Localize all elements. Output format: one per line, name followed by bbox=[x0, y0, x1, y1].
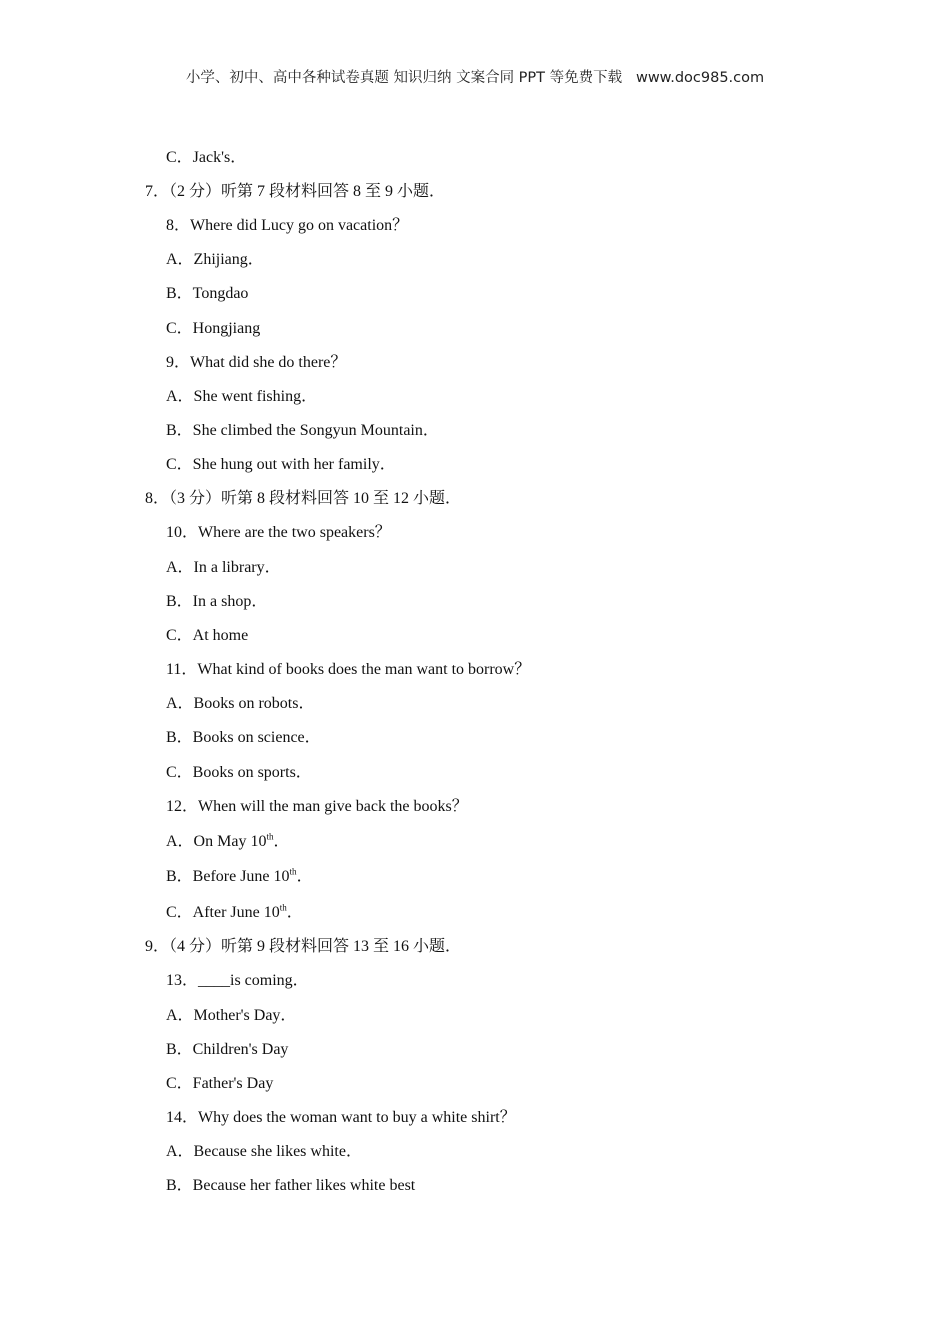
option-b: B．Because her father likes white best bbox=[166, 1177, 416, 1194]
option-c: C．At home bbox=[166, 627, 249, 644]
option-punctuation: ． bbox=[296, 868, 313, 885]
option-b: B．Books on science． bbox=[166, 729, 321, 746]
option-b bbox=[166, 867, 313, 887]
option-c: C．Books on sports． bbox=[166, 764, 312, 781]
site-header-banner: 小学、初中、高中各种试卷真题 知识归纳 文案合同 PPT 等免费下载 www.doc985.com bbox=[185, 70, 765, 86]
question-14: 14．Why does the woman want to buy a white shirt？ bbox=[166, 1109, 516, 1126]
option-c: C．Hongjiang bbox=[166, 320, 261, 337]
option-a: A．Because she likes white． bbox=[166, 1143, 362, 1160]
question-9: 9．What did she do there？ bbox=[166, 354, 347, 371]
question-12: 12．When will the man give back the books？ bbox=[166, 798, 468, 815]
option-text: C．After June 10 bbox=[166, 904, 280, 921]
option-c: C．Father's Day bbox=[166, 1075, 274, 1092]
option-c: C．Jack's． bbox=[166, 149, 247, 166]
question-8: 8．Where did Lucy go on vacation？ bbox=[166, 217, 409, 234]
option-b: B．Tongdao bbox=[166, 285, 249, 302]
option-a bbox=[166, 832, 289, 852]
option-c bbox=[166, 903, 303, 923]
option-a: A．She went fishing． bbox=[166, 388, 318, 405]
option-punctuation: ． bbox=[273, 833, 290, 850]
question-11: 11．What kind of books does the man want to borrow？ bbox=[166, 661, 531, 678]
option-b: B．She climbed the Songyun Mountain． bbox=[166, 422, 439, 439]
option-text: A．On May 10 bbox=[166, 833, 267, 850]
option-text: B．Before June 10 bbox=[166, 868, 290, 885]
option-a: A．Mother's Day． bbox=[166, 1007, 297, 1024]
section-heading-7: 7．（2 分）听第 7 段材料回答 8 至 9 小题． bbox=[145, 183, 446, 200]
ordinal-suffix: th bbox=[279, 902, 287, 913]
ordinal-suffix: th bbox=[289, 866, 297, 877]
option-a: A．In a library． bbox=[166, 559, 281, 576]
option-punctuation: ． bbox=[286, 904, 303, 921]
option-a: A．Books on robots． bbox=[166, 695, 315, 712]
question-10: 10．Where are the two speakers？ bbox=[166, 524, 391, 541]
option-b: B．In a shop． bbox=[166, 593, 268, 610]
section-heading-9: 9．（4 分）听第 9 段材料回答 13 至 16 小题． bbox=[145, 938, 462, 955]
question-13: 13．____is coming． bbox=[166, 972, 309, 989]
option-c: C．She hung out with her family． bbox=[166, 456, 396, 473]
option-b: B．Children's Day bbox=[166, 1041, 289, 1058]
section-heading-8: 8．（3 分）听第 8 段材料回答 10 至 12 小题． bbox=[145, 490, 462, 507]
ordinal-suffix: th bbox=[266, 831, 274, 842]
option-a: A．Zhijiang． bbox=[166, 251, 264, 268]
